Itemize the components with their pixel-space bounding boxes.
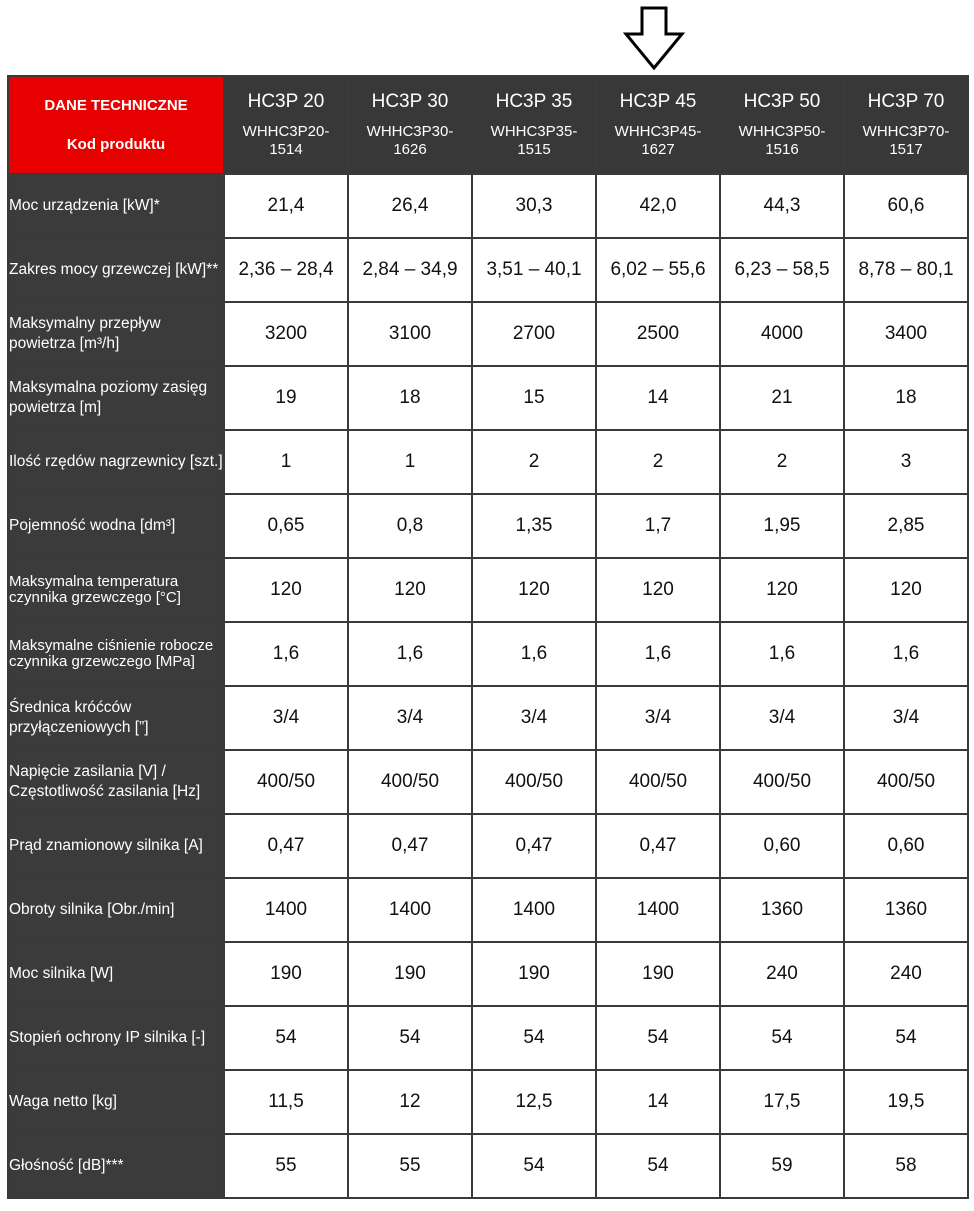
value-cell: 15 <box>472 366 596 430</box>
value-cell: 1 <box>224 430 348 494</box>
value-cell: 240 <box>844 942 968 1006</box>
value-cell: 3/4 <box>348 686 472 750</box>
value-cell: 400/50 <box>596 750 720 814</box>
model-code-line2: 1627 <box>641 141 675 158</box>
value-cell: 4000 <box>720 302 844 366</box>
row-label: Głośność [dB]*** <box>8 1134 224 1198</box>
table-row <box>8 942 968 1006</box>
model-code-line1: WHHC3P45- <box>614 123 702 140</box>
header-title: DANE TECHNICZNE <box>44 97 188 114</box>
value-cell: 0,60 <box>844 814 968 878</box>
value-cell: 1,6 <box>348 622 472 686</box>
row-label: Waga netto [kg] <box>8 1070 224 1134</box>
model-code-line2: 1626 <box>393 141 427 158</box>
value-cell: 2,84 – 34,9 <box>348 238 472 302</box>
value-cell: 0,47 <box>472 814 596 878</box>
value-cell: 120 <box>844 558 968 622</box>
value-cell: 0,60 <box>720 814 844 878</box>
row-label: Pojemność wodna [dm³] <box>8 494 224 558</box>
value-cell: 58 <box>844 1134 968 1198</box>
row-label: Maksymalne ciśnienie robocze czynnika grzewczego [MPa] <box>8 622 224 686</box>
header-label-cell <box>8 76 224 174</box>
value-cell: 17,5 <box>720 1070 844 1134</box>
value-cell: 54 <box>844 1006 968 1070</box>
value-cell: 2 <box>720 430 844 494</box>
value-cell: 54 <box>472 1006 596 1070</box>
value-cell: 44,3 <box>720 174 844 238</box>
header-row <box>8 76 968 174</box>
value-cell: 11,5 <box>224 1070 348 1134</box>
value-cell: 1400 <box>596 878 720 942</box>
value-cell: 1360 <box>844 878 968 942</box>
value-cell: 1 <box>348 430 472 494</box>
table-row <box>8 494 968 558</box>
row-label: Maksymalny przepływ powietrza [m³/h] <box>8 302 224 366</box>
value-cell: 8,78 – 80,1 <box>844 238 968 302</box>
model-code-line1: WHHC3P30- <box>366 123 454 140</box>
model-code-line1: WHHC3P20- <box>242 123 330 140</box>
down-arrow-icon <box>622 6 686 72</box>
value-cell: 1,35 <box>472 494 596 558</box>
value-cell: 0,8 <box>348 494 472 558</box>
value-cell: 1,6 <box>844 622 968 686</box>
value-cell: 19,5 <box>844 1070 968 1134</box>
value-cell: 1400 <box>224 878 348 942</box>
value-cell: 18 <box>844 366 968 430</box>
value-cell: 42,0 <box>596 174 720 238</box>
table-row <box>8 366 968 430</box>
value-cell: 3200 <box>224 302 348 366</box>
table-row <box>8 1070 968 1134</box>
value-cell: 120 <box>720 558 844 622</box>
value-cell: 21,4 <box>224 174 348 238</box>
value-cell: 3/4 <box>472 686 596 750</box>
value-cell: 21 <box>720 366 844 430</box>
value-cell: 2,85 <box>844 494 968 558</box>
value-cell: 240 <box>720 942 844 1006</box>
model-code-line1: WHHC3P35- <box>490 123 578 140</box>
value-cell: 59 <box>720 1134 844 1198</box>
model-header-cell <box>472 76 596 174</box>
value-cell: 120 <box>596 558 720 622</box>
model-header-cell <box>720 76 844 174</box>
value-cell: 3 <box>844 430 968 494</box>
model-name: HC3P 20 <box>247 91 325 112</box>
row-label: Obroty silnika [Obr./min] <box>8 878 224 942</box>
value-cell: 1400 <box>472 878 596 942</box>
model-code-line1: WHHC3P50- <box>738 123 826 140</box>
table-row <box>8 1134 968 1198</box>
value-cell: 0,47 <box>348 814 472 878</box>
model-name: HC3P 50 <box>743 91 821 112</box>
row-label: Średnica króćców przyłączeniowych [”] <box>8 686 224 750</box>
value-cell: 2500 <box>596 302 720 366</box>
row-label: Ilość rzędów nagrzewnicy [szt.] <box>8 430 224 494</box>
value-cell: 1400 <box>348 878 472 942</box>
value-cell: 400/50 <box>720 750 844 814</box>
value-cell: 2,36 – 28,4 <box>224 238 348 302</box>
header-subtitle: Kod produktu <box>66 136 166 153</box>
value-cell: 3/4 <box>224 686 348 750</box>
value-cell: 2 <box>472 430 596 494</box>
value-cell: 12 <box>348 1070 472 1134</box>
value-cell: 190 <box>472 942 596 1006</box>
value-cell: 1,6 <box>224 622 348 686</box>
value-cell: 6,02 – 55,6 <box>596 238 720 302</box>
value-cell: 54 <box>348 1006 472 1070</box>
table-row <box>8 750 968 814</box>
value-cell: 120 <box>224 558 348 622</box>
value-cell: 0,65 <box>224 494 348 558</box>
table-row <box>8 430 968 494</box>
row-label: Maksymalna poziomy zasięg powietrza [m] <box>8 366 224 430</box>
value-cell: 26,4 <box>348 174 472 238</box>
value-cell: 1,6 <box>720 622 844 686</box>
table-row <box>8 878 968 942</box>
value-cell: 14 <box>596 1070 720 1134</box>
model-code-line2: 1517 <box>889 141 923 158</box>
model-header-cell <box>844 76 968 174</box>
model-name: HC3P 70 <box>867 91 945 112</box>
model-name: HC3P 45 <box>619 91 697 112</box>
value-cell: 18 <box>348 366 472 430</box>
value-cell: 12,5 <box>472 1070 596 1134</box>
value-cell: 54 <box>596 1006 720 1070</box>
value-cell: 3100 <box>348 302 472 366</box>
value-cell: 14 <box>596 366 720 430</box>
table-row <box>8 686 968 750</box>
value-cell: 54 <box>596 1134 720 1198</box>
value-cell: 400/50 <box>224 750 348 814</box>
table-row <box>8 622 968 686</box>
value-cell: 0,47 <box>596 814 720 878</box>
value-cell: 0,47 <box>224 814 348 878</box>
value-cell: 54 <box>224 1006 348 1070</box>
table-row <box>8 238 968 302</box>
row-label: Maksymalna temperatura czynnika grzewczego [°C] <box>8 558 224 622</box>
technical-data-table <box>7 75 969 1199</box>
model-header-cell <box>596 76 720 174</box>
model-header-cell <box>224 76 348 174</box>
value-cell: 190 <box>348 942 472 1006</box>
value-cell: 190 <box>224 942 348 1006</box>
model-code-line2: 1515 <box>517 141 551 158</box>
table-row <box>8 1006 968 1070</box>
value-cell: 120 <box>348 558 472 622</box>
value-cell: 2 <box>596 430 720 494</box>
value-cell: 1,95 <box>720 494 844 558</box>
value-cell: 3/4 <box>596 686 720 750</box>
value-cell: 190 <box>596 942 720 1006</box>
value-cell: 3,51 – 40,1 <box>472 238 596 302</box>
table-row <box>8 302 968 366</box>
value-cell: 60,6 <box>844 174 968 238</box>
model-code-line1: WHHC3P70- <box>862 123 950 140</box>
model-name: HC3P 35 <box>495 91 573 112</box>
value-cell: 30,3 <box>472 174 596 238</box>
table-row <box>8 814 968 878</box>
value-cell: 1,6 <box>472 622 596 686</box>
table-row <box>8 174 968 238</box>
value-cell: 2700 <box>472 302 596 366</box>
value-cell: 55 <box>348 1134 472 1198</box>
value-cell: 19 <box>224 366 348 430</box>
model-code-line2: 1514 <box>269 141 303 158</box>
value-cell: 1,6 <box>596 622 720 686</box>
value-cell: 120 <box>472 558 596 622</box>
value-cell: 3400 <box>844 302 968 366</box>
row-label: Moc urządzenia [kW]* <box>8 174 224 238</box>
value-cell: 3/4 <box>844 686 968 750</box>
table-row <box>8 558 968 622</box>
row-label: Moc silnika [W] <box>8 942 224 1006</box>
row-label: Zakres mocy grzewczej [kW]** <box>8 238 224 302</box>
value-cell: 400/50 <box>472 750 596 814</box>
value-cell: 6,23 – 58,5 <box>720 238 844 302</box>
row-label: Napięcie zasilania [V] / Częstotliwość zasilania [Hz] <box>8 750 224 814</box>
row-label: Stopień ochrony IP silnika [-] <box>8 1006 224 1070</box>
model-name: HC3P 30 <box>371 91 449 112</box>
value-cell: 54 <box>472 1134 596 1198</box>
value-cell: 400/50 <box>844 750 968 814</box>
row-label: Prąd znamionowy silnika [A] <box>8 814 224 878</box>
value-cell: 400/50 <box>348 750 472 814</box>
value-cell: 1,7 <box>596 494 720 558</box>
value-cell: 3/4 <box>720 686 844 750</box>
value-cell: 55 <box>224 1134 348 1198</box>
value-cell: 54 <box>720 1006 844 1070</box>
model-code-line2: 1516 <box>765 141 799 158</box>
value-cell: 1360 <box>720 878 844 942</box>
model-header-cell <box>348 76 472 174</box>
